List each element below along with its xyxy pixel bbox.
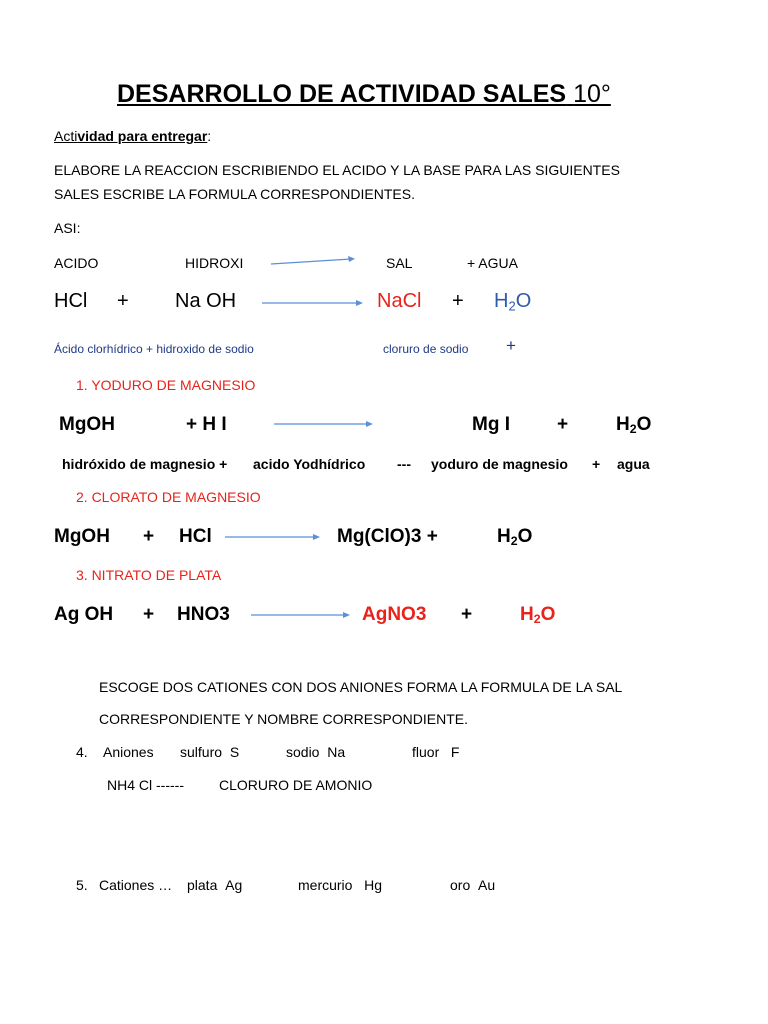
instructions-line-2: SALES ESCRIBE LA FORMULA CORRESPONDIENTES. xyxy=(54,186,415,202)
item-1-plus: + xyxy=(557,414,569,435)
item-2-acid: HCl xyxy=(179,526,212,547)
choose-line-2: CORRESPONDIENTE Y NOMBRE CORRESPONDIENTE. xyxy=(99,711,468,727)
item-1-name-water: agua xyxy=(617,456,650,472)
item-5-number: 5. xyxy=(76,877,88,893)
example-names-acid-base: Ácido clorhídrico + hidroxido de sodio xyxy=(54,342,254,356)
item-5-cation-3: oro Au xyxy=(450,877,496,893)
arrow-icon xyxy=(225,531,323,543)
item-1-name-base: hidróxido de magnesio + xyxy=(62,456,228,472)
item-4-label: Aniones xyxy=(103,744,154,760)
item-3-base: Ag OH xyxy=(54,604,114,625)
item-1-name-dashes: --- xyxy=(397,456,411,472)
header-base: HIDROXI xyxy=(185,255,244,271)
item-1-base: MgOH xyxy=(59,414,115,435)
item-2-water: $H_2O$ xyxy=(497,526,533,549)
instructions-line-1: ELABORE LA REACCION ESCRIBIENDO EL ACIDO Y LA BASE PARA LAS SIGUIENTES xyxy=(54,162,620,178)
activity-part1: Acti xyxy=(54,128,78,144)
page-title xyxy=(117,80,611,109)
title-main: DESARROLLO DE ACTIVIDAD SALES xyxy=(117,80,567,108)
item-3-plus-2: + xyxy=(461,604,473,625)
item-1-salt: Mg I xyxy=(472,414,510,435)
item-4-number: 4. xyxy=(76,744,88,760)
item-4-anion-2: sodio Na xyxy=(286,744,346,760)
example-salt: NaCl xyxy=(377,290,422,312)
header-salt: SAL xyxy=(386,255,413,271)
arrow-icon xyxy=(262,297,366,309)
item-4-anion-1: sulfuro S xyxy=(180,744,240,760)
example-plus-2: + xyxy=(452,290,464,312)
item-4-answer-formula: NH4 Cl ------ xyxy=(107,777,184,793)
example-label: ASI: xyxy=(54,220,81,236)
example-acid: HCl xyxy=(54,290,88,312)
item-1-name-salt: yoduro de magnesio xyxy=(431,456,568,472)
choose-line-1: ESCOGE DOS CATIONES CON DOS ANIONES FORMA LA FORMULA DE LA SAL xyxy=(99,679,623,695)
title-grade: 10° xyxy=(573,80,611,108)
example-names-salt: cloruro de sodio xyxy=(383,342,469,356)
item-3-heading: 3. NITRATO DE PLATA xyxy=(76,567,222,583)
arrow-icon xyxy=(251,609,353,621)
item-1-heading: 1. YODURO DE MAGNESIO xyxy=(76,377,256,393)
item-1-name-plus: + xyxy=(592,456,601,472)
example-water: $H_2O$ xyxy=(494,290,532,314)
item-4-answer-name: CLORURO DE AMONIO xyxy=(219,777,373,793)
item-3-plus-1: + xyxy=(143,604,155,625)
item-4-anion-3: fluor F xyxy=(412,744,460,760)
example-plus-1: + xyxy=(117,290,129,312)
arrow-icon xyxy=(274,418,376,430)
header-water: + AGUA xyxy=(467,255,518,271)
item-2-base: MgOH xyxy=(54,526,110,547)
item-5-cation-1: plata Ag xyxy=(187,877,243,893)
example-names-plus: + xyxy=(506,336,516,355)
item-2-plus-1: + xyxy=(143,526,155,547)
item-2-heading: 2. CLORATO DE MAGNESIO xyxy=(76,489,261,505)
example-base: Na OH xyxy=(175,290,237,312)
item-3-acid: HNO3 xyxy=(177,604,230,625)
item-2-salt: Mg(ClO)3 + xyxy=(337,526,438,547)
activity-part2: vidad para entregar xyxy=(77,128,208,144)
item-3-water: $H_2O$ xyxy=(520,604,556,627)
item-5-cation-2: mercurio Hg xyxy=(298,877,383,893)
item-1-water: $H_2O$ xyxy=(616,414,652,437)
item-5-label: Cationes … xyxy=(99,877,173,893)
activity-colon: : xyxy=(207,128,212,144)
header-acid: ACIDO xyxy=(54,255,99,271)
item-1-acid: + H I xyxy=(186,414,227,435)
arrow-icon xyxy=(271,254,357,266)
activity-label xyxy=(54,128,211,144)
item-1-name-acid: acido Yodhídrico xyxy=(253,456,366,472)
item-3-salt: AgNO3 xyxy=(362,604,427,625)
